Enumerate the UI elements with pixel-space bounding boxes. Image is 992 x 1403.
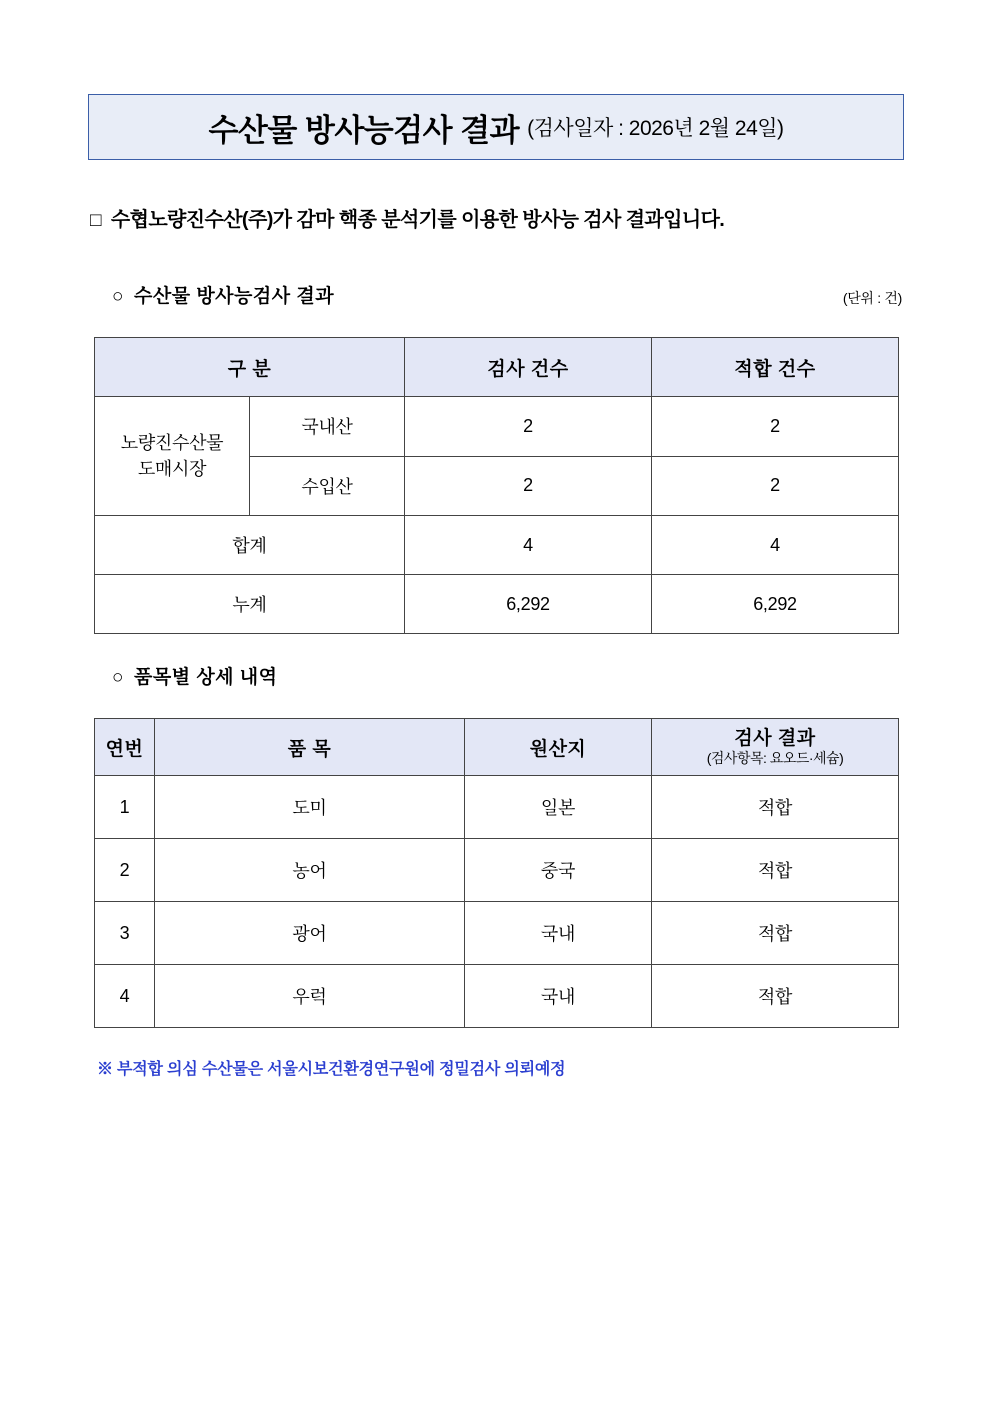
detail-row-4-item: 우럭 xyxy=(155,965,465,1028)
section-heading-detail-label: 품목별 상세 내역 xyxy=(133,667,278,688)
title-banner xyxy=(88,94,904,160)
detail-row-1-no: 1 xyxy=(95,776,155,839)
detail-row-2-no: 2 xyxy=(95,839,155,902)
section-heading-summary-label: 수산물 방사능검사 결과 xyxy=(133,286,335,307)
detail-row-4-result: 적합 xyxy=(652,965,899,1028)
table-row xyxy=(95,575,899,634)
detail-header-result-line1: 검사 결과 xyxy=(734,727,816,749)
summary-row-imported-inspected: 2 xyxy=(405,456,652,516)
table-row xyxy=(95,516,899,575)
summary-total-inspected: 4 xyxy=(405,516,652,575)
summary-row-domestic-inspected: 2 xyxy=(405,397,652,457)
detail-header-item: 품 목 xyxy=(155,719,465,776)
detail-row-4-origin: 국내 xyxy=(465,965,652,1028)
detail-row-1-result: 적합 xyxy=(652,776,899,839)
detail-row-3-item: 광어 xyxy=(155,902,465,965)
intro-text: 수협노량진수산(주)가 감마 핵종 분석기를 이용한 방사능 검사 결과입니다. xyxy=(110,209,725,231)
detail-row-2-result: 적합 xyxy=(652,839,899,902)
summary-row-domestic-label: 국내산 xyxy=(250,397,405,457)
detail-header-result-line2: (검사항목: 요오드·세슘) xyxy=(706,749,844,766)
table-row xyxy=(95,397,899,457)
detail-row-4-no: 4 xyxy=(95,965,155,1028)
summary-cumulative-inspected: 6,292 xyxy=(405,575,652,634)
section-heading-summary xyxy=(112,281,334,308)
detail-row-3-no: 3 xyxy=(95,902,155,965)
detail-table xyxy=(94,718,899,1028)
summary-header-inspected: 검사 건수 xyxy=(405,338,652,397)
summary-total-passed: 4 xyxy=(652,516,899,575)
detail-row-1-item: 도미 xyxy=(155,776,465,839)
table-row xyxy=(95,776,899,839)
page-title: 수산물 방사능검사 결과 xyxy=(208,112,520,148)
intro-paragraph xyxy=(90,203,724,232)
footnote: ※ 부적합 의심 수산물은 서울시보건환경연구원에 정밀검사 의뢰예정 xyxy=(97,1061,566,1078)
summary-group-label-line2: 도매시장 xyxy=(137,459,207,479)
table-row xyxy=(95,839,899,902)
detail-row-2-origin: 중국 xyxy=(465,839,652,902)
summary-table xyxy=(94,337,899,634)
summary-row-imported-label: 수입산 xyxy=(250,456,405,516)
detail-row-2-item: 농어 xyxy=(155,839,465,902)
circle-bullet-icon: ○ xyxy=(112,286,124,307)
summary-cumulative-passed: 6,292 xyxy=(652,575,899,634)
square-bullet-icon: □ xyxy=(90,210,101,231)
detail-header-no: 연번 xyxy=(95,719,155,776)
summary-row-imported-passed: 2 xyxy=(652,456,899,516)
detail-row-3-result: 적합 xyxy=(652,902,899,965)
detail-row-1-origin: 일본 xyxy=(465,776,652,839)
table-header-row xyxy=(95,719,899,776)
summary-header-category: 구 분 xyxy=(95,338,405,397)
summary-group-label xyxy=(95,397,250,516)
table-header-row xyxy=(95,338,899,397)
summary-total-label: 합계 xyxy=(95,516,405,575)
table-row xyxy=(95,902,899,965)
detail-row-3-origin: 국내 xyxy=(465,902,652,965)
unit-note: (단위 : 건) xyxy=(842,290,902,306)
summary-row-domestic-passed: 2 xyxy=(652,397,899,457)
section-heading-detail xyxy=(112,662,278,689)
summary-group-label-line1: 노량진수산물 xyxy=(120,432,224,453)
detail-header-result xyxy=(652,719,899,776)
summary-cumulative-label: 누계 xyxy=(95,575,405,634)
summary-header-passed: 적합 건수 xyxy=(652,338,899,397)
circle-bullet-icon: ○ xyxy=(112,667,124,688)
detail-header-origin: 원산지 xyxy=(465,719,652,776)
table-row xyxy=(95,965,899,1028)
page-title-date: (검사일자 : 2026년 2월 24일) xyxy=(527,117,784,140)
